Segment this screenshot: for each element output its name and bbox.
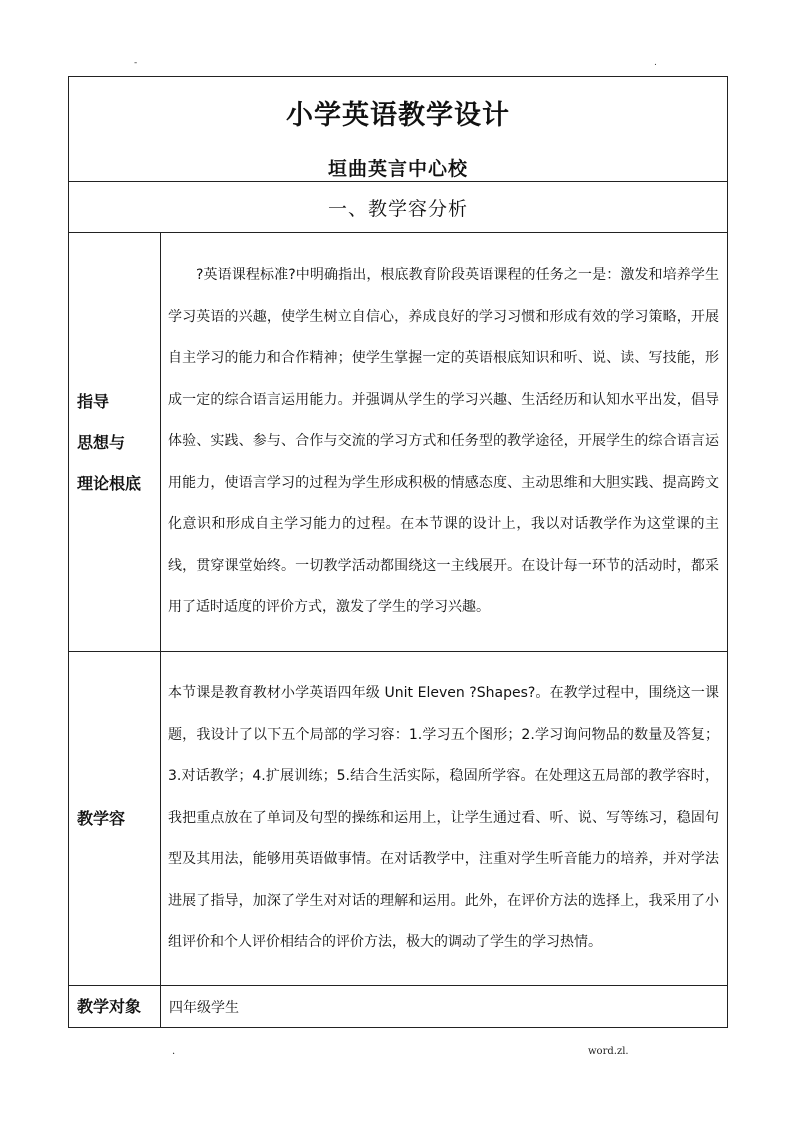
table-row — [69, 233, 728, 652]
label-line: 指导 — [77, 391, 110, 411]
row-text-guiding-theory: ?英语课程标准?中明确指出，根底教育阶段英语课程的任务之一是：激发和培养学生学习英语的兴趣，使学生树立自信心，养成良好的学习习惯和形成有效的学习策略，开展自主学习的能力和合作精神；使学生掌握一定的英语根底知识和听、说、读、写技能，形成一定的综合语言运用能力。并强调从学生的学习兴趣、生活经历和认知水平出发，倡导体验、实践、参与、合作与交流的学习方式和任务型的教学途径，开展学生的综合语言运用能力，使语言学习的过程为学生形成积极的情感态度、主动思维和大胆实践、提高跨文化意识和形成自主学习能力的过程。在本节课的设计上，我以对话教学作为这堂课的主线，贯穿课堂始终。一切教学活动都围绕这一主线展开。在设计每一环节的活动时，都采用了适时适度的评价方式，激发了学生的学习兴趣。 — [161, 233, 728, 652]
header-mark-left: - — [134, 58, 138, 68]
table-row — [69, 652, 728, 986]
section-heading: 一、教学容分析 — [69, 182, 728, 233]
lesson-plan-table — [68, 76, 728, 1028]
school-name: 垣曲英言中心校 — [327, 158, 468, 180]
document-title: 小学英语教学设计 — [286, 100, 510, 131]
row-label-audience: 教学对象 — [69, 986, 161, 1028]
row-text-content: 本节课是教育教材小学英语四年级 Unit Eleven ?Shapes?。在教学过程中，围绕这一课题，我设计了以下五个局部的学习容：1.学习五个图形；2.学习询问物品的数量及答复；3.对话教学；4.扩展训练；5.结合生活实际，稳固所学容。在处理这五局部的教学容时，我把重点放在了单词及句型的操练和运用上，让学生通过看、听、说、写等练习，稳固句型及其用法，能够用英语做事情。在对话教学中，注重对学生听音能力的培养，并对学法进展了指导，加深了学生对对话的理解和运用。此外，在评价方法的选择上，我采用了小组评价和个人评价相结合的评价方法，极大的调动了学生的学习热情。 — [161, 652, 728, 986]
header-mark-right: . — [654, 58, 657, 68]
row-label-content: 教学容 — [69, 652, 161, 986]
footer-mark-right: word.zl. — [588, 1046, 629, 1057]
label-line: 思想与 — [77, 432, 126, 452]
label-line: 理论根底 — [77, 473, 142, 493]
table-row — [69, 986, 728, 1028]
title-cell — [69, 77, 728, 182]
footer-mark-left: . — [172, 1046, 176, 1057]
row-text-audience: 四年级学生 — [161, 986, 728, 1028]
row-label-guiding-theory — [69, 233, 161, 652]
